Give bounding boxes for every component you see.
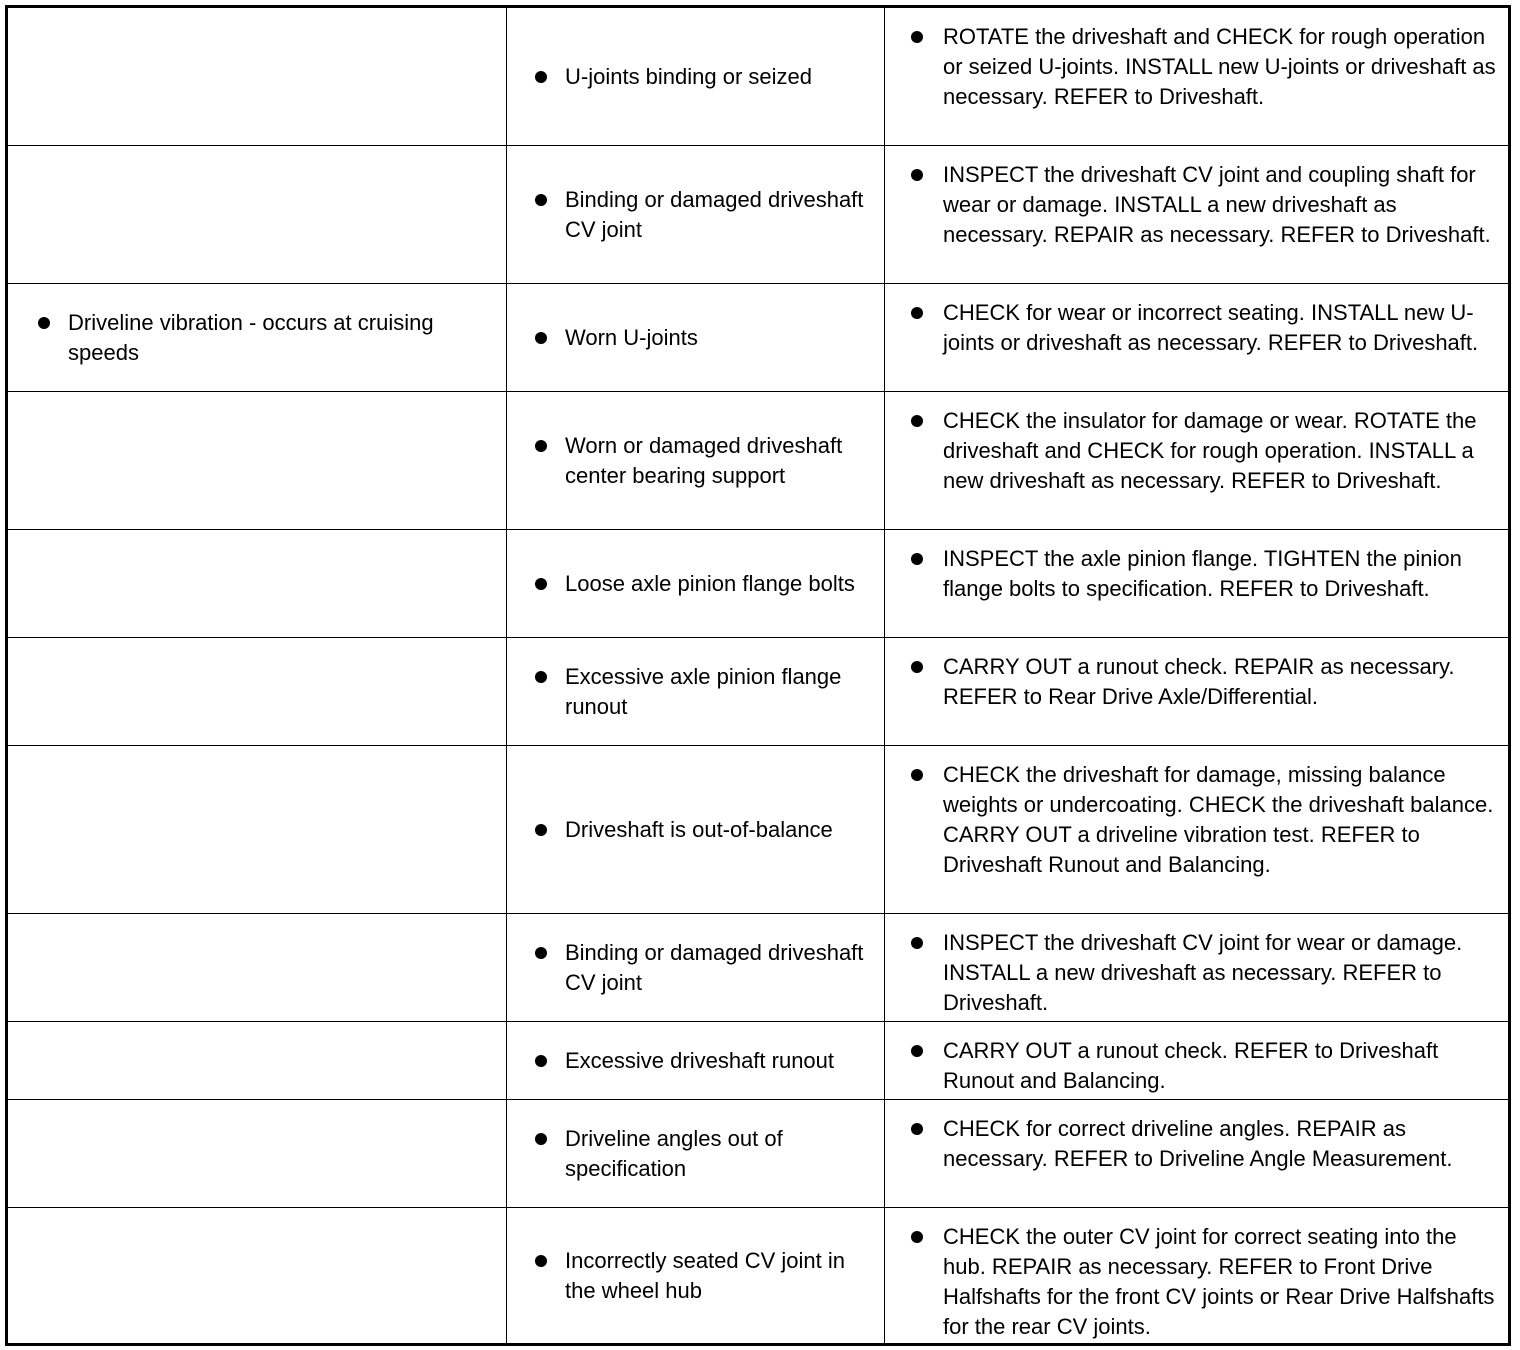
symptom-text: Driveline vibration - occurs at cruising speeds <box>68 309 434 365</box>
symptom-cell <box>7 1100 507 1208</box>
symptom-cell <box>7 746 507 914</box>
action-text: CARRY OUT a runout check. REPAIR as necessary. REFER to Rear Drive Axle/Differential. <box>943 654 1455 709</box>
table-row <box>7 1208 1510 1345</box>
cause-text: Worn or damaged driveshaft center bearing support <box>565 432 843 488</box>
action-text: CHECK the insulator for damage or wear. ROTATE the driveshaft and CHECK for rough operation. INSTALL a new driveshaft as necessary. REFER to Driveshaft. <box>943 408 1477 493</box>
cause-text: Loose axle pinion flange bolts <box>565 570 855 596</box>
symptom-cell <box>7 392 507 530</box>
cause-text: Driveshaft is out-of-balance <box>565 816 833 842</box>
bullet-icon <box>911 553 923 565</box>
bullet-icon <box>911 937 923 949</box>
table-row <box>7 7 1510 146</box>
table-row <box>7 746 1510 914</box>
bullet-icon <box>535 1255 547 1267</box>
symptom-cell <box>7 638 507 746</box>
cause-cell <box>507 7 885 146</box>
action-cell <box>885 284 1510 392</box>
bullet-icon <box>911 31 923 43</box>
cause-cell <box>507 1208 885 1345</box>
action-text: CHECK the outer CV joint for correct seating into the hub. REPAIR as necessary. REFER to Front Drive Halfshafts for the front CV joints or Rear Drive Halfshafts for the rear CV joints. <box>943 1224 1495 1339</box>
symptom-cell <box>7 146 507 284</box>
bullet-icon <box>535 1133 547 1145</box>
action-cell <box>885 392 1510 530</box>
table-row <box>7 146 1510 284</box>
diagnosis-table <box>5 5 1511 1346</box>
action-cell <box>885 7 1510 146</box>
cause-text: Binding or damaged driveshaft CV joint <box>565 939 864 995</box>
bullet-icon <box>911 1123 923 1135</box>
action-text: CARRY OUT a runout check. REFER to Driveshaft Runout and Balancing. <box>943 1038 1439 1093</box>
bullet-icon <box>911 1045 923 1057</box>
cause-text: U-joints binding or seized <box>565 63 813 89</box>
action-text: CHECK for wear or incorrect seating. INSTALL new U-joints or driveshaft as necessary. REFER to Driveshaft. <box>943 300 1479 355</box>
symptom-cell <box>7 7 507 146</box>
table-row <box>7 638 1510 746</box>
bullet-icon <box>911 769 923 781</box>
bullet-icon <box>911 415 923 427</box>
bullet-icon <box>535 824 547 836</box>
action-cell <box>885 746 1510 914</box>
cause-text: Excessive driveshaft runout <box>565 1047 835 1073</box>
bullet-icon <box>911 1231 923 1243</box>
action-text: INSPECT the axle pinion flange. TIGHTEN the pinion flange bolts to specification. REFER to Driveshaft. <box>943 546 1462 601</box>
bullet-icon <box>38 317 50 329</box>
action-cell <box>885 914 1510 1022</box>
cause-text: Worn U-joints <box>565 324 698 350</box>
action-text: CHECK for correct driveline angles. REPAIR as necessary. REFER to Driveline Angle Measurement. <box>943 1116 1453 1171</box>
cause-text: Excessive axle pinion flange runout <box>565 663 842 719</box>
action-cell <box>885 638 1510 746</box>
action-cell <box>885 1100 1510 1208</box>
action-text: CHECK the driveshaft for damage, missing balance weights or undercoating. CHECK the driveshaft balance. CARRY OUT a driveline vibration test. REFER to Driveshaft Runout and Balancing. <box>943 762 1494 877</box>
symptom-cell <box>7 530 507 638</box>
symptom-cell <box>7 284 507 392</box>
bullet-icon <box>535 440 547 452</box>
bullet-icon <box>911 307 923 319</box>
bullet-icon <box>535 1055 547 1067</box>
cause-cell <box>507 746 885 914</box>
cause-cell <box>507 392 885 530</box>
cause-cell <box>507 530 885 638</box>
table-row <box>7 284 1510 392</box>
bullet-icon <box>535 194 547 206</box>
action-cell <box>885 146 1510 284</box>
symptom-cell <box>7 1208 507 1345</box>
table-row <box>7 530 1510 638</box>
action-cell <box>885 1208 1510 1345</box>
action-text: ROTATE the driveshaft and CHECK for rough operation or seized U-joints. INSTALL new U-joints or driveshaft as necessary. REFER to Driveshaft. <box>943 24 1496 109</box>
cause-cell <box>507 1100 885 1208</box>
bullet-icon <box>535 332 547 344</box>
action-text: INSPECT the driveshaft CV joint for wear or damage. INSTALL a new driveshaft as necessary. REFER to Driveshaft. <box>943 930 1463 1015</box>
bullet-icon <box>535 671 547 683</box>
bullet-icon <box>535 71 547 83</box>
table-row <box>7 1022 1510 1100</box>
bullet-icon <box>911 661 923 673</box>
table-row <box>7 1100 1510 1208</box>
action-text: INSPECT the driveshaft CV joint and coupling shaft for wear or damage. INSTALL a new driveshaft as necessary. REPAIR as necessary. REFER to Driveshaft. <box>943 162 1491 247</box>
symptom-cell <box>7 914 507 1022</box>
cause-cell <box>507 1022 885 1100</box>
bullet-icon <box>911 169 923 181</box>
cause-cell <box>507 284 885 392</box>
bullet-icon <box>535 947 547 959</box>
action-cell <box>885 1022 1510 1100</box>
cause-cell <box>507 638 885 746</box>
cause-text: Binding or damaged driveshaft CV joint <box>565 186 864 242</box>
symptom-cell <box>7 1022 507 1100</box>
table-row <box>7 914 1510 1022</box>
action-cell <box>885 530 1510 638</box>
table-row <box>7 392 1510 530</box>
cause-text: Incorrectly seated CV joint in the wheel hub <box>565 1247 846 1303</box>
cause-text: Driveline angles out of specification <box>565 1125 783 1181</box>
cause-cell <box>507 146 885 284</box>
bullet-icon <box>535 578 547 590</box>
cause-cell <box>507 914 885 1022</box>
